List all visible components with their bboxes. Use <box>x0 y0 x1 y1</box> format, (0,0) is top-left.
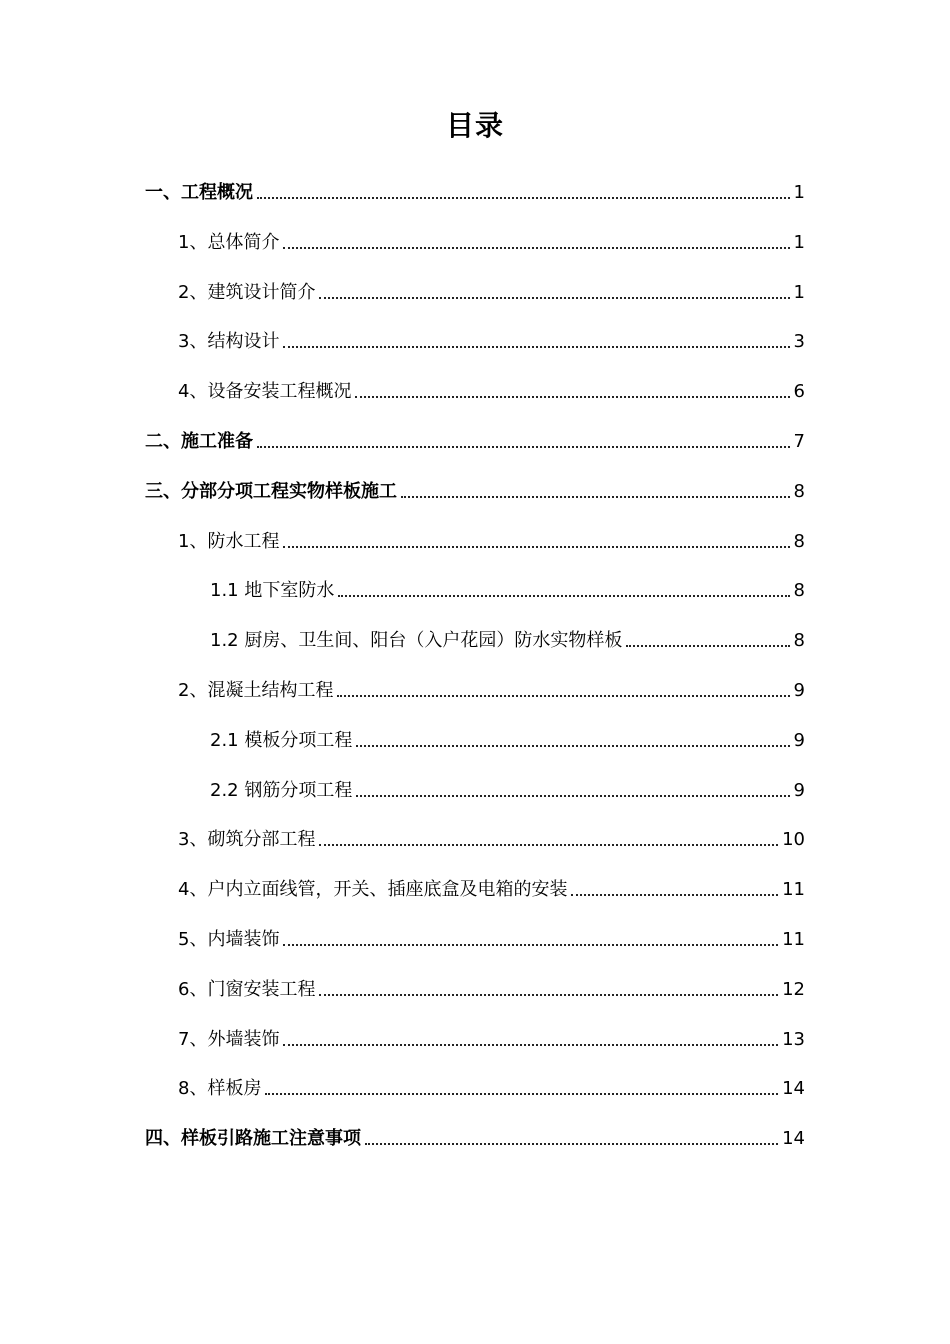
toc-page-number: 14 <box>782 1128 805 1149</box>
toc-dot-leader <box>365 1143 778 1145</box>
toc-page-number: 11 <box>782 879 805 900</box>
toc-entry-text: 4、设备安装工程概况 <box>178 381 352 402</box>
toc-page-number: 11 <box>782 929 805 950</box>
toc-entry[interactable] <box>145 465 805 505</box>
toc-dot-leader <box>283 546 789 548</box>
toc-dot-leader <box>265 1093 778 1095</box>
toc-page-number: 3 <box>793 331 805 352</box>
toc-dot-leader <box>319 844 778 846</box>
toc-dot-leader <box>283 944 778 946</box>
toc-entry-text: 4、户内立面线管，开关、插座底盒及电箱的安装 <box>178 879 568 900</box>
toc-entry[interactable] <box>178 1013 805 1053</box>
toc-entry-text: 7、外墙装饰 <box>178 1029 280 1050</box>
toc-page-number: 1 <box>793 232 805 253</box>
toc-entry[interactable] <box>178 216 805 256</box>
toc-dot-leader <box>626 645 789 647</box>
toc-entry-text: 6、门窗安装工程 <box>178 979 316 1000</box>
toc-entry[interactable] <box>178 365 805 405</box>
toc-dot-leader <box>257 197 790 199</box>
toc-dot-leader <box>356 745 789 747</box>
toc-dot-leader <box>571 894 778 896</box>
toc-entry-text: 二、施工准备 <box>145 431 253 452</box>
toc-dot-leader <box>319 297 789 299</box>
toc-entry[interactable] <box>145 1112 805 1152</box>
toc-dot-leader <box>355 396 789 398</box>
toc-entry[interactable] <box>210 564 805 604</box>
toc-page-number: 14 <box>782 1078 805 1099</box>
toc-page-number: 6 <box>793 381 805 402</box>
toc-dot-leader <box>338 595 789 597</box>
toc-entry-text: 2.2 钢筋分项工程 <box>210 780 353 801</box>
toc-entry[interactable] <box>178 813 805 853</box>
toc-entry[interactable] <box>178 515 805 555</box>
toc-entry-text: 1、总体简介 <box>178 232 280 253</box>
toc-entry-text: 一、工程概况 <box>145 182 253 203</box>
toc-title: 目录 <box>445 109 504 142</box>
toc-dot-leader <box>283 1044 778 1046</box>
toc-entry[interactable] <box>145 415 805 455</box>
toc-dot-leader <box>401 496 790 498</box>
toc-entry-text: 5、内墙装饰 <box>178 929 280 950</box>
toc-entry-text: 3、砌筑分部工程 <box>178 829 316 850</box>
toc-entry[interactable] <box>178 1062 805 1102</box>
toc-entry[interactable] <box>210 764 805 804</box>
toc-entry[interactable] <box>178 963 805 1003</box>
toc-entry-text: 2、混凝土结构工程 <box>178 680 334 701</box>
toc-page-number: 8 <box>793 481 805 502</box>
toc-entry-text: 1.2 厨房、卫生间、阳台（入户花园）防水实物样板 <box>210 630 623 651</box>
toc-entry-text: 3、结构设计 <box>178 331 280 352</box>
toc-entry-text: 1.1 地下室防水 <box>210 580 335 601</box>
toc-entry[interactable] <box>145 166 805 206</box>
toc-entry[interactable] <box>210 614 805 654</box>
toc-entry-text: 2、建筑设计简介 <box>178 282 316 303</box>
toc-page-number: 8 <box>793 630 805 651</box>
toc-entry[interactable] <box>178 315 805 355</box>
toc-dot-leader <box>319 994 778 996</box>
toc-entry-text: 三、分部分项工程实物样板施工 <box>145 481 397 502</box>
toc-page-number: 9 <box>793 680 805 701</box>
toc-entry[interactable] <box>210 714 805 754</box>
toc-dot-leader <box>257 446 790 448</box>
toc-dot-leader <box>356 795 789 797</box>
toc-entry[interactable] <box>178 664 805 704</box>
toc-entry[interactable] <box>178 863 805 903</box>
toc-page-number: 8 <box>793 580 805 601</box>
toc-page-number: 10 <box>782 829 805 850</box>
toc-page-number: 9 <box>793 780 805 801</box>
toc-page-number: 8 <box>793 531 805 552</box>
toc-entry[interactable] <box>178 266 805 306</box>
toc-entry-text: 8、样板房 <box>178 1078 262 1099</box>
toc-page-number: 12 <box>782 979 805 1000</box>
toc-entry-text: 1、防水工程 <box>178 531 280 552</box>
toc-dot-leader <box>283 346 789 348</box>
toc-entry-text: 2.1 模板分项工程 <box>210 730 353 751</box>
toc-page-number: 1 <box>793 182 805 203</box>
toc-entry-text: 四、样板引路施工注意事项 <box>145 1128 361 1149</box>
toc-page-number: 9 <box>793 730 805 751</box>
toc-page-number: 1 <box>793 282 805 303</box>
toc-entry[interactable] <box>178 913 805 953</box>
toc-page-number: 7 <box>793 431 805 452</box>
toc-page-number: 13 <box>782 1029 805 1050</box>
toc-dot-leader <box>283 247 789 249</box>
toc-dot-leader <box>337 695 789 697</box>
